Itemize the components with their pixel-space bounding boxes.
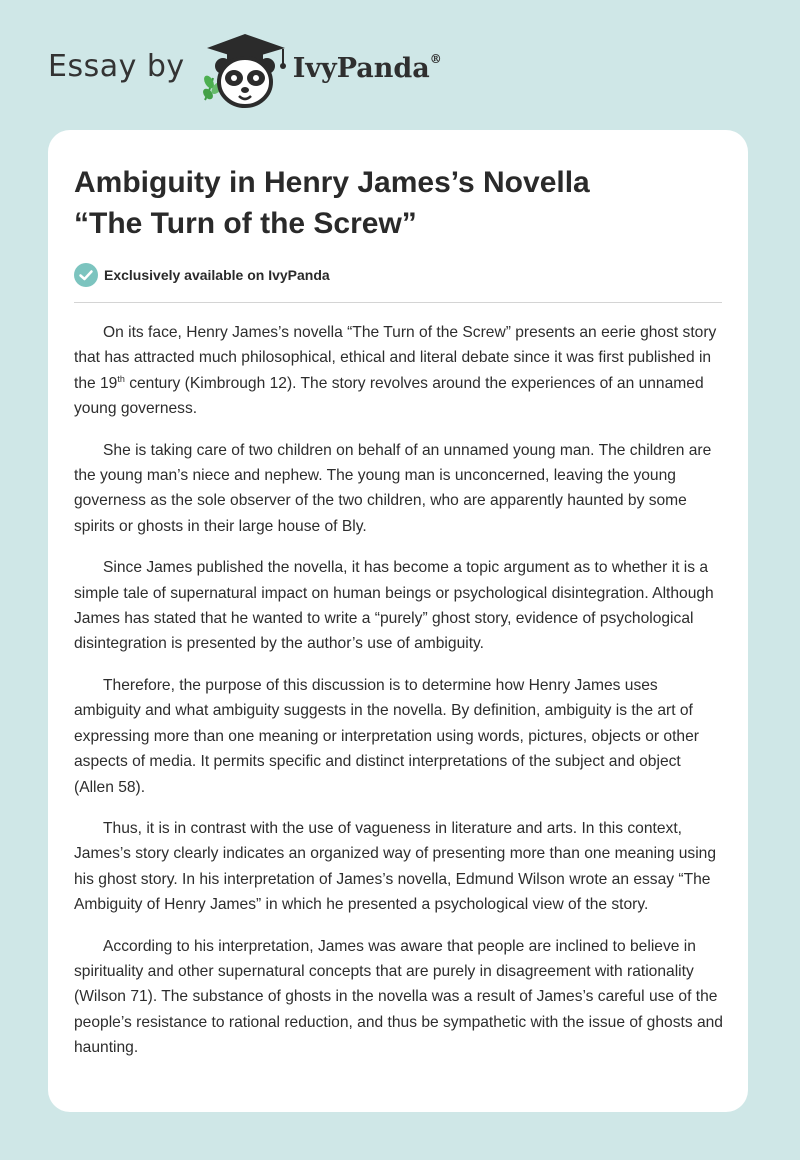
title-line-2: “The Turn of the Screw” xyxy=(74,207,417,240)
check-circle-icon xyxy=(74,263,98,287)
essay-body xyxy=(74,320,724,1077)
paragraph: Therefore, the purpose of this discussion is to determine how Henry James uses ambiguity and what ambiguity suggests in the novella. By definition, ambiguity is the art of expressing more than one meaning or interpretation using words, pictures, objects or other aspects of media. It permits specific and distinct interpretations of the subject and object (Allen 58). xyxy=(74,676,699,796)
paragraph: According to his interpretation, James was aware that people are inclined to believe in spirituality and other supernatural concepts that are purely in disagreement with rationality (Wilson 71). The substance of ghosts in the novella was a result of James’s careful use of the people’s resistance to rational reduction, and thus be sympathetic with the issue of ghosts and haunting. xyxy=(74,937,723,1057)
paragraph: Thus, it is in contrast with the use of vagueness in literature and arts. In this context, James’s story clearly indicates an organized way of presenting more than one meaning using his ghost story. In his interpretation of James’s novella, Edmund Wilson wrote an essay “The Ambiguity of Henry James” in which he presented a psychological view of the story. xyxy=(74,819,717,914)
registered-mark: ® xyxy=(429,51,442,66)
essay-card xyxy=(48,130,748,1112)
paragraph: On its face, Henry James’s novella “The Turn of the Screw” presents an eerie ghost story that has attracted much philosophical, ethical and literal debate since it was first published in the 19th century (Kimbrough 12). The story revolves around the experiences of an unnamed young governess. xyxy=(74,324,717,418)
panda-graduate-logo-icon[interactable] xyxy=(199,30,291,110)
brand-name: IvyPanda® xyxy=(292,51,442,84)
divider xyxy=(74,302,722,303)
essay-title xyxy=(74,162,714,244)
title-line-1: Ambiguity in Henry James’s Novella xyxy=(74,166,590,199)
paragraph: She is taking care of two children on behalf of an unnamed young man. The children are the young man’s niece and nephew. The young man is unconcerned, leaving the young governess as the sole observer of the two children, who are apparently haunted by some spirits or ghosts in their large house of Bly. xyxy=(74,441,712,535)
badge-text: Exclusively available on IvyPanda xyxy=(104,267,330,283)
site-header xyxy=(48,30,442,110)
paragraph: Since James published the novella, it has become a topic argument as to whether it is a simple tale of supernatural impact on human beings or psychological disintegration. Although James has stated that he wanted to write a “purely” ghost story, evidence of psychological disintegration is presented by the author’s use of ambiguity. xyxy=(74,559,714,653)
essay-by-label: Essay by xyxy=(48,48,185,84)
exclusive-badge xyxy=(74,263,330,287)
